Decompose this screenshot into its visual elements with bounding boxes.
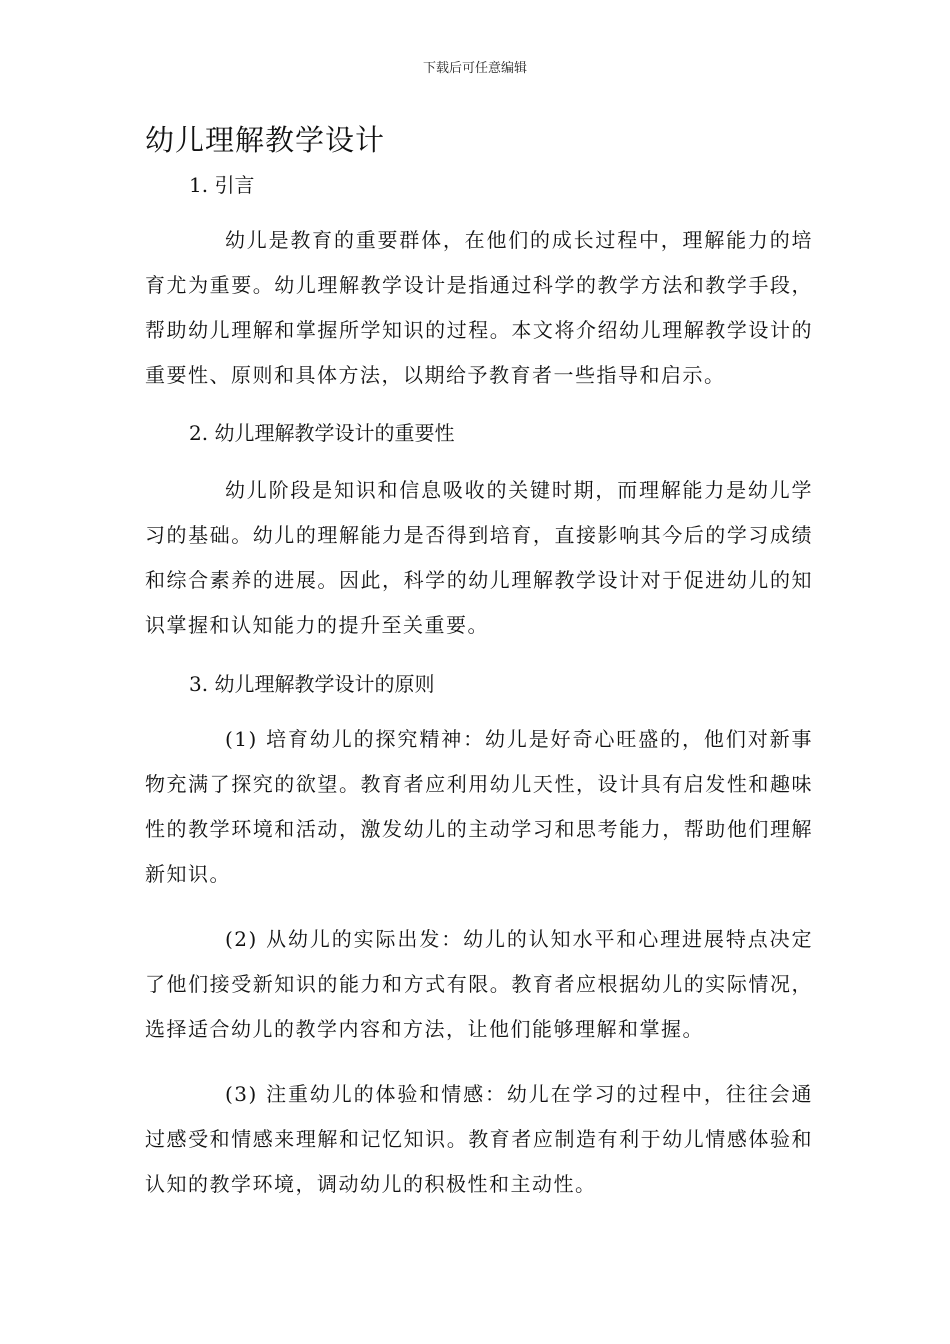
section-heading: 3. 幼儿理解教学设计的原则 bbox=[189, 672, 435, 696]
section-principles bbox=[145, 669, 813, 1207]
principle-paragraph: (1) 培育幼儿的探究精神：幼儿是好奇心旺盛的，他们对新事物充满了探究的欲望。教育者应利用幼儿天性，设计具有启发性和趣味性的教学环境和活动，激发幼儿的主动学习和思考能力，帮助他们理解新知识。 bbox=[145, 727, 813, 886]
header-note: 下载后可任意编辑 bbox=[422, 61, 527, 76]
principle-paragraph: (2) 从幼儿的实际出发：幼儿的认知水平和心理进展特点决定了他们接受新知识的能力和方式有限。教育者应根据幼儿的实际情况，选择适合幼儿的教学内容和方法，让他们能够理解和掌握。 bbox=[145, 927, 813, 1041]
section-heading: 2. 幼儿理解教学设计的重要性 bbox=[189, 421, 455, 445]
paragraph: 幼儿是教育的重要群体，在他们的成长过程中，理解能力的培育尤为重要。幼儿理解教学设计是指通过科学的教学方法和教学手段，帮助幼儿理解和掌握所学知识的过程。本文将介绍幼儿理解教学设计的重要性、原则和具体方法，以期给予教育者一些指导和启示。 bbox=[145, 228, 813, 387]
section-introduction bbox=[145, 170, 813, 398]
paragraph: 幼儿阶段是知识和信息吸收的关键时期，而理解能力是幼儿学习的基础。幼儿的理解能力是否得到培育，直接影响其今后的学习成绩和综合素养的进展。因此，科学的幼儿理解教学设计对于促进幼儿的知识掌握和认知能力的提升至关重要。 bbox=[145, 478, 813, 637]
section-importance bbox=[145, 418, 813, 648]
section-heading: 1. 引言 bbox=[189, 173, 255, 197]
document-body bbox=[145, 170, 813, 1207]
principle-paragraph: (3) 注重幼儿的体验和情感：幼儿在学习的过程中，往往会通过感受和情感来理解和记忆知识。教育者应制造有利于幼儿情感体验和认知的教学环境，调动幼儿的积极性和主动性。 bbox=[145, 1082, 813, 1196]
document-title: 幼儿理解教学设计 bbox=[145, 123, 386, 157]
